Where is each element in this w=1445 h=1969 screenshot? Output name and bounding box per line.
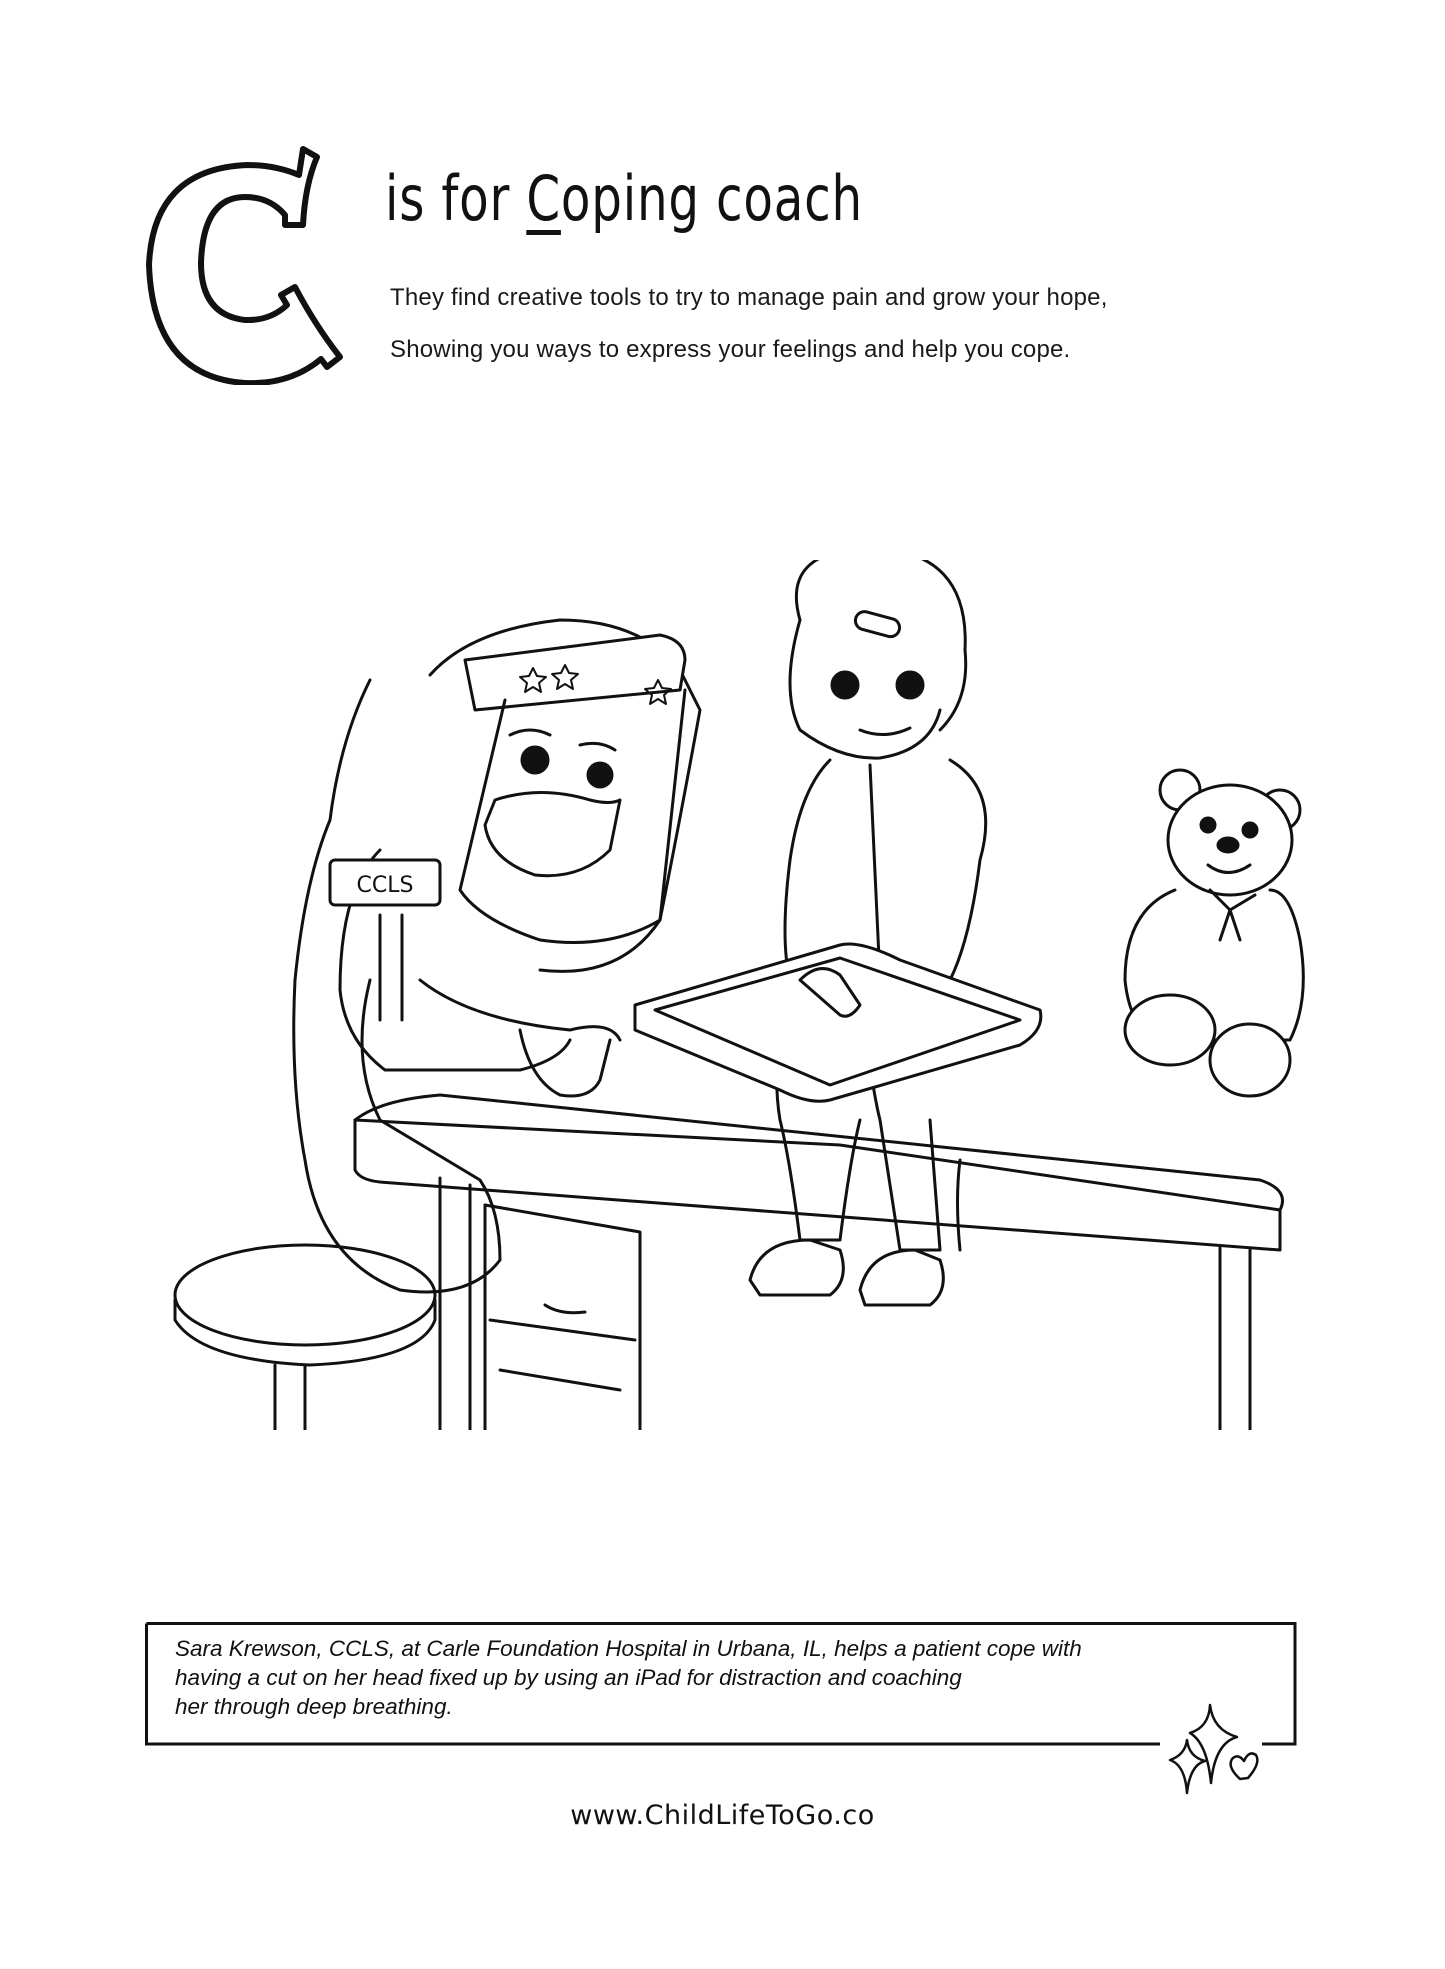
caption-line-2: having a cut on her head fixed up by using an iPad for distraction and coaching <box>175 1665 962 1690</box>
title-highlight-letter: C <box>526 162 561 235</box>
svg-text:CCLS: CCLS <box>356 873 414 898</box>
stool <box>175 1245 435 1430</box>
coloring-illustration <box>140 560 1310 1430</box>
small-sparkle-icon <box>1170 1740 1205 1793</box>
sparkle-heart-icon <box>1165 1695 1275 1795</box>
outlined-letter-c <box>135 145 345 385</box>
teddy-bear <box>1125 770 1303 1096</box>
heart-icon <box>1231 1753 1258 1779</box>
large-sparkle-icon <box>1190 1705 1237 1783</box>
photo-caption <box>175 1634 1295 1721</box>
caption-line-1: Sara Krewson, CCLS, at Carle Foundation Hospital in Urbana, IL, helps a patient cope with <box>175 1636 1082 1661</box>
verse-line-1: They find creative tools to try to manage pain and grow your hope, <box>390 284 1108 311</box>
page-title <box>385 162 863 235</box>
verse-line-2: Showing you ways to express your feelings and help you cope. <box>390 336 1071 363</box>
ipad <box>635 944 1041 1101</box>
footer-website-link[interactable]: www.ChildLifeToGo.co <box>570 1800 875 1831</box>
title-rest: oping coach <box>560 162 863 235</box>
caption-line-3: her through deep breathing. <box>175 1694 453 1719</box>
title-prefix: is for <box>385 162 527 235</box>
